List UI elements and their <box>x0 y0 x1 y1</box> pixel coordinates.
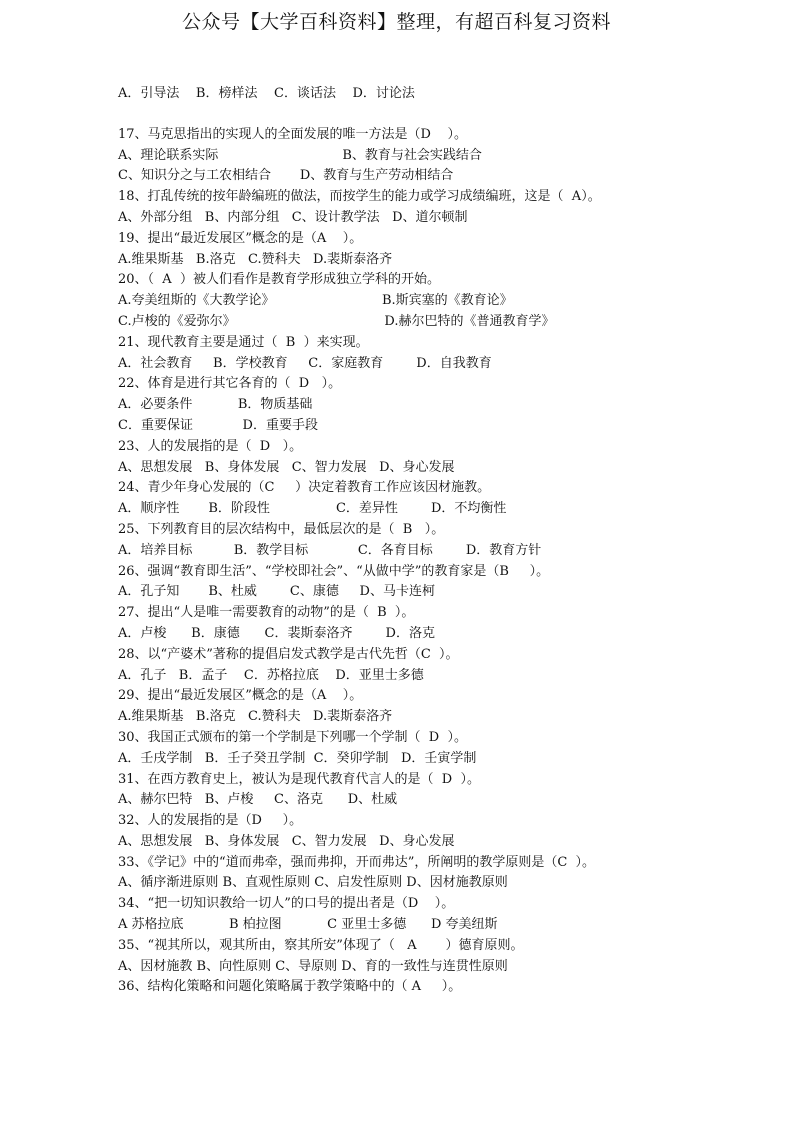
question-text: 23、人的发展指的是（ D ）。 <box>118 438 303 454</box>
answer-options-line: A．卢梭 B．康德 C．裴斯泰洛齐 D．洛克 <box>118 625 435 641</box>
answer-options-line: A、外部分组 B、内部分组 C、设计教学法 D、道尔顿制 <box>118 209 468 225</box>
question-text: 17、马克思指出的实现人的全面发展的唯一方法是（D ）。 <box>118 126 467 142</box>
question-list <box>118 84 758 998</box>
answer-options-line: A.维果斯基 B.洛克 C.赞科夫 D.裴斯泰洛齐 <box>118 709 393 725</box>
question-text: 33、《学记》中的“道而弗牵，强而弗抑，开而弗达”，所阐明的教学原则是（C ）。 <box>118 854 596 870</box>
answer-options-line: A．引导法 B．榜样法 C．谈话法 D．讨论法 <box>118 86 415 101</box>
answer-options-line: A.维果斯基 B.洛克 C.赞科夫 D.裴斯泰洛齐 <box>118 251 393 267</box>
question-text: 19、提出“最近发展区”概念的是（A ）。 <box>118 230 363 246</box>
question-text: 31、在西方教育史上，被认为是现代教育代言人的是（ D ）。 <box>118 771 480 787</box>
question-text: 34、“把一切知识教给一切人”的口号的提出者是（D ）。 <box>118 896 455 912</box>
answer-options-line: A、理论联系实际 B、教育与社会实践结合 <box>118 147 482 163</box>
answer-options-line: C.卢梭的《爱弥尔》 D.赫尔巴特的《普通教育学》 <box>118 313 555 329</box>
answer-options-line: A、思想发展 B、身体发展 C、智力发展 D、身心发展 <box>118 833 455 849</box>
answer-options-line: A．孔子 B．孟子 C．苏格拉底 D．亚里士多德 <box>118 667 424 683</box>
answer-options-line: A、循序渐进原则 B、直观性原则 C、启发性原则 D、因材施教原则 <box>118 875 508 891</box>
answer-options-line: A．壬戌学制 B．壬子癸丑学制 C．癸卯学制 D．壬寅学制 <box>118 750 477 766</box>
answer-options-line: A．孔子知 B、杜威 C、康德 D、马卡连柯 <box>118 584 435 600</box>
question-text: 36、结构化策略和问题化策略属于教学策略中的（ A ）。 <box>118 979 462 995</box>
question-text: 26、强调“教育即生活”、“学校即社会”、“从做中学”的教育家是（B ）。 <box>118 563 550 579</box>
question-text: 35、“视其所以，观其所由，察其所安”体现了（ A ）德育原则。 <box>118 937 524 953</box>
spacer <box>118 105 758 125</box>
answer-options-line: A、因材施教 B、向性原则 C、导原则 D、育的一致性与连贯性原则 <box>118 958 508 974</box>
question-text: 27、提出“人是唯一需要教育的动物”的是（ B ）。 <box>118 605 415 621</box>
question-text: 25、下列教育目的层次结构中，最低层次的是（ B ）。 <box>118 521 445 537</box>
answer-options-line: A.夸美纽斯的《大教学论》 B.斯宾塞的《教育论》 <box>118 293 513 309</box>
question-text: 18、打乱传统的按年龄编班的做法，而按学生的能力或学习成绩编班，这是（ A）。 <box>118 189 601 205</box>
answer-options-line: A．必要条件 B．物质基础 <box>118 397 313 413</box>
question-text: 24、青少年身心发展的（C ）决定着教育工作应该因材施教。 <box>118 480 491 496</box>
answer-options-line: A．培养目标 B．教学目标 C．各育目标 D．教育方针 <box>118 542 542 558</box>
question-lines <box>118 125 758 998</box>
question-text: 21、现代教育主要是通过（ B ）来实现。 <box>118 334 369 350</box>
answer-options-line: C．重要保证 D．重要手段 <box>118 417 318 433</box>
question-text: 30、我国正式颁布的第一个学制是下列哪一个学制（ D ）。 <box>118 729 467 745</box>
answer-options-line: A．社会教育 B．学校教育 C．家庭教育 D．自我教育 <box>118 355 492 371</box>
answer-options-line: A、赫尔巴特 B、卢梭 C、洛克 D、杜威 <box>118 792 398 808</box>
question-text: 20、（ A ）被人们看作是教育学形成独立学科的开始。 <box>118 272 440 288</box>
page-header: 公众号【大学百科资料】整理，有超百科复习资料 <box>181 11 611 33</box>
question-text: 28、以“产婆术”著称的提倡启发式教学是古代先哲（C ）。 <box>118 646 459 662</box>
question-text: 29、提出“最近发展区”概念的是（A ）。 <box>118 688 363 704</box>
answer-options-line: A 苏格拉底 B 柏拉图 C 亚里士多德 D 夸美纽斯 <box>118 917 498 933</box>
question-text: 32、人的发展指的是（D ）。 <box>118 813 303 829</box>
answer-options-line: A．顺序性 B．阶段性 C．差异性 D．不均衡性 <box>118 501 507 517</box>
answer-options-line: A、思想发展 B、身体发展 C、智力发展 D、身心发展 <box>118 459 455 475</box>
answer-options-line: C、知识分之与工农相结合 D、教育与生产劳动相结合 <box>118 168 454 184</box>
question-text: 22、体育是进行其它各育的（ D ）。 <box>118 376 342 392</box>
